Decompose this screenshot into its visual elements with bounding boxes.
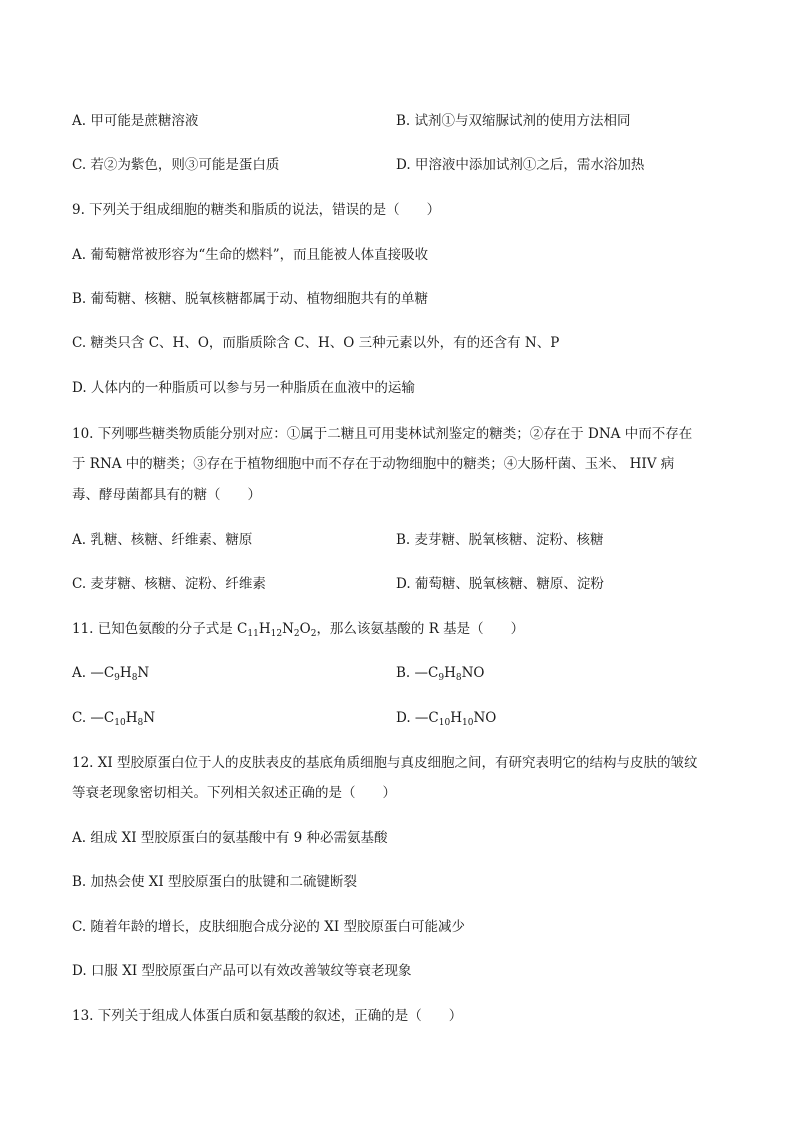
formula-text: N	[143, 710, 156, 726]
q10-option-a: A. 乳糖、核糖、纤维素、糖原	[72, 532, 253, 548]
q12-option-c: C. 随着年龄的增长，皮肤细胞合成分泌的 XI 型胶原蛋白可能减少	[72, 919, 465, 935]
formula-text: N	[137, 665, 150, 681]
q12-option-b: B. 加热会使 XI 型胶原蛋白的肽键和二硫键断裂	[72, 874, 358, 890]
q10-option-d: D. 葡萄糖、脱氧核糖、糖原、淀粉	[396, 576, 604, 592]
formula-text: NO	[461, 665, 485, 681]
q9-stem: 9. 下列关于组成细胞的糖类和脂质的说法，错误的是（ ）	[72, 202, 441, 218]
q8-option-b: B. 试剂①与双缩脲试剂的使用方法相同	[396, 113, 631, 129]
q11-formula-element: H	[258, 621, 271, 637]
q10-option-b: B. 麦芽糖、脱氧核糖、淀粉、核糖	[396, 532, 604, 548]
q9-option-a: A. 葡萄糖常被形容为“生命的燃料”，而且能被人体直接吸收	[72, 247, 429, 263]
q12-option-a: A. 组成 XI 型胶原蛋白的氨基酸中有 9 种必需氨基酸	[72, 830, 388, 846]
q10-option-c: C. 麦芽糖、核糖、淀粉、纤维素	[72, 576, 266, 592]
q11-formula-sub: 2	[310, 629, 317, 639]
q11-stem-pre: 11. 已知色氨酸的分子式是 C	[72, 621, 248, 637]
q10-stem-line-3: 毒、酵母菌都具有的糖（ ）	[72, 487, 261, 503]
q11-formula-sub: 2	[293, 629, 300, 639]
q8-option-d: D. 甲溶液中添加试剂①之后，需水浴加热	[396, 157, 645, 173]
formula-text: C. —C	[72, 710, 115, 726]
q12-option-d: D. 口服 XI 型胶原蛋白产品可以有效改善皱纹等衰老现象	[72, 963, 412, 979]
q10-stem-line-2: 于 RNA 中的糖类；③存在于植物细胞中而不存在于动物细胞中的糖类；④大肠杆菌、玉米、 HIV 病	[72, 456, 675, 472]
formula-sub: 9	[438, 673, 445, 683]
formula-sub: 8	[455, 673, 462, 683]
formula-text: H	[450, 710, 462, 726]
formula-sub: 10	[114, 718, 126, 728]
q11-stem-post: ，那么该氨基酸的 R 基是（ ）	[316, 621, 525, 637]
q11-formula-element: N	[282, 621, 294, 637]
formula-text: D. —C	[396, 710, 439, 726]
formula-sub: 9	[114, 673, 120, 683]
formula-text: A. —C	[72, 665, 115, 681]
q11-option-d	[396, 708, 496, 728]
q9-option-c: C. 糖类只含 C、H、O，而脂质除含 C、H、O 三种元素以外，有的还含有 N、P	[72, 335, 560, 351]
formula-text: NO	[473, 710, 497, 726]
formula-sub: 10	[462, 718, 474, 728]
q9-option-b: B. 葡萄糖、核糖、脱氧核糖都属于动、植物细胞共有的单糖	[72, 291, 429, 307]
q8-option-c: C. 若②为紫色，则③可能是蛋白质	[72, 157, 280, 173]
q11-formula-sub: 11	[247, 629, 259, 639]
formula-text: H	[125, 710, 138, 726]
q10-stem-line-1: 10. 下列哪些糖类物质能分别对应：①属于二糖且可用斐林试剂鉴定的糖类；②存在于 DNA 中而不存在	[72, 426, 693, 442]
q12-stem-line-1: 12. XI 型胶原蛋白位于人的皮肤表皮的基底角质细胞与真皮细胞之间，有研究表明它的结构与皮肤的皱纹	[72, 755, 698, 771]
q8-option-a: A. 甲可能是蔗糖溶液	[72, 113, 199, 129]
formula-text: B. —C	[396, 665, 439, 681]
q11-formula-element: O	[299, 621, 311, 637]
q11-option-c	[72, 708, 155, 728]
formula-text: H	[444, 665, 456, 681]
q11-formula-sub: 12	[270, 629, 283, 639]
formula-sub: 10	[438, 718, 451, 728]
q11-option-b	[396, 663, 484, 683]
q11-option-a	[72, 663, 149, 683]
formula-text: H	[119, 665, 132, 681]
q11-stem	[72, 619, 524, 639]
formula-sub: 8	[137, 718, 144, 728]
q13-stem: 13. 下列关于组成人体蛋白质和氨基酸的叙述，正确的是（ ）	[72, 1008, 463, 1024]
formula-sub: 8	[131, 673, 138, 683]
q12-stem-line-2: 等衰老现象密切相关。下列相关叙述正确的是（ ）	[72, 785, 396, 801]
q9-option-d: D. 人体内的一种脂质可以参与另一种脂质在血液中的运输	[72, 380, 415, 396]
